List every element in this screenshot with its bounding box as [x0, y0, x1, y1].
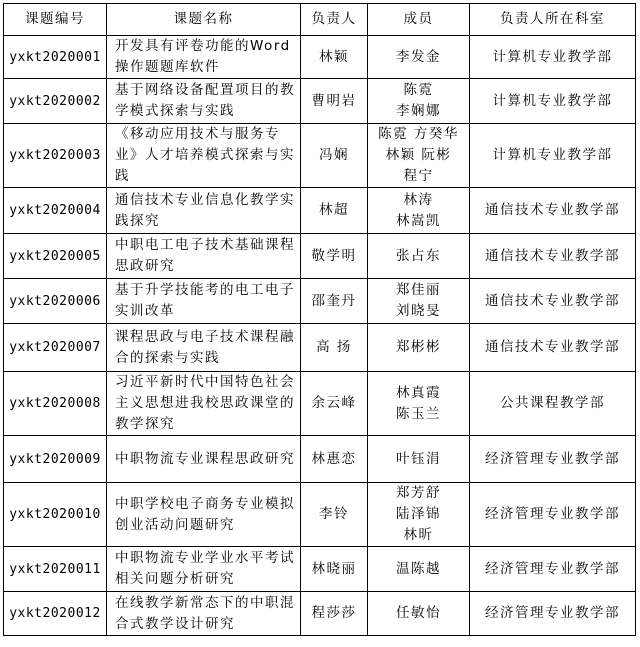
project-name-cell: 中职物流专业课程思政研究	[107, 436, 301, 483]
department-cell: 计算机专业教学部	[470, 79, 636, 124]
table-row	[4, 592, 636, 636]
department-cell: 公共课程教学部	[470, 372, 636, 436]
project-id-cell: yxkt2020010	[4, 483, 107, 547]
department-cell: 通信技术专业教学部	[470, 188, 636, 234]
members-cell	[368, 436, 470, 483]
header-members: 成员	[368, 4, 470, 36]
member-name: 叶钰涓	[396, 450, 441, 467]
member-name: 林颖 阮彬	[385, 147, 452, 163]
table-row	[4, 36, 636, 79]
members-cell	[368, 36, 470, 79]
leader-cell: 余云峰	[301, 372, 368, 436]
members-cell	[368, 483, 470, 547]
member-name: 陆泽锦	[396, 506, 441, 522]
member-name: 张占东	[396, 247, 441, 264]
project-name-cell: 中职学校电子商务专业模拟创业活动问题研究	[107, 483, 301, 547]
leader-cell: 曹明岩	[301, 79, 368, 124]
project-name-cell: 中职电工电子技术基础课程思政研究	[107, 234, 301, 279]
member-name: 林昕	[403, 527, 434, 543]
table-row	[4, 188, 636, 234]
leader-cell: 高 扬	[301, 324, 368, 372]
table-row	[4, 372, 636, 436]
project-id-cell: yxkt2020002	[4, 79, 107, 124]
department-cell: 通信技术专业教学部	[470, 279, 636, 324]
table-row	[4, 547, 636, 592]
member-name: 陈玉兰	[396, 405, 441, 422]
member-name: 任敏怡	[396, 605, 441, 621]
leader-cell: 邵奎丹	[301, 279, 368, 324]
project-id-cell: yxkt2020007	[4, 324, 107, 372]
table-row	[4, 324, 636, 372]
members-cell	[368, 372, 470, 436]
members-cell	[368, 592, 470, 636]
member-name: 林涛	[403, 191, 434, 208]
department-cell: 经济管理专业教学部	[470, 592, 636, 636]
member-name: 林嵩凯	[396, 212, 441, 229]
project-id-cell: yxkt2020005	[4, 234, 107, 279]
members-cell	[368, 234, 470, 279]
member-name: 郑佳丽	[396, 282, 441, 298]
department-cell: 经济管理专业教学部	[470, 483, 636, 547]
project-name-cell: 中职物流专业学业水平考试相关问题分析研究	[107, 547, 301, 592]
members-cell	[368, 324, 470, 372]
members-cell	[368, 79, 470, 124]
department-cell: 通信技术专业教学部	[470, 324, 636, 372]
member-name: 陈霓	[403, 82, 434, 98]
table-row	[4, 483, 636, 547]
project-id-cell: yxkt2020011	[4, 547, 107, 592]
table-body	[4, 36, 636, 636]
leader-cell: 李铃	[301, 483, 368, 547]
member-name: 刘晓旻	[396, 303, 441, 319]
header-department: 负责人所在科室	[470, 4, 636, 36]
project-name-cell: 基于升学技能考的电工电子实训改革	[107, 279, 301, 324]
project-name-cell: 习近平新时代中国特色社会主义思想进我校思政课堂的教学探究	[107, 372, 301, 436]
department-cell: 通信技术专业教学部	[470, 234, 636, 279]
member-name: 郑芳舒	[396, 485, 441, 501]
table-row	[4, 234, 636, 279]
header-project-name: 课题名称	[107, 4, 301, 36]
project-id-cell: yxkt2020008	[4, 372, 107, 436]
leader-cell: 林晓丽	[301, 547, 368, 592]
leader-cell: 冯娴	[301, 124, 368, 188]
department-cell: 计算机专业教学部	[470, 124, 636, 188]
leader-cell: 程莎莎	[301, 592, 368, 636]
member-name: 李娴娜	[396, 103, 441, 119]
member-name: 温陈越	[396, 560, 441, 577]
project-id-cell: yxkt2020006	[4, 279, 107, 324]
project-name-cell: 基于网络设备配置项目的教学模式探索与实践	[107, 79, 301, 124]
table-row	[4, 279, 636, 324]
department-cell: 经济管理专业教学部	[470, 547, 636, 592]
table-row	[4, 124, 636, 188]
department-cell: 经济管理专业教学部	[470, 436, 636, 483]
member-name: 程宁	[403, 168, 434, 184]
members-cell	[368, 124, 470, 188]
project-id-cell: yxkt2020009	[4, 436, 107, 483]
leader-cell: 林颖	[301, 36, 368, 79]
member-name: 林真霞	[396, 384, 441, 401]
project-id-cell: yxkt2020012	[4, 592, 107, 636]
members-cell	[368, 188, 470, 234]
leader-cell: 敬学明	[301, 234, 368, 279]
project-id-cell: yxkt2020004	[4, 188, 107, 234]
table-row	[4, 436, 636, 483]
project-name-cell: 《移动应用技术与服务专业》人才培养模式探索与实践	[107, 124, 301, 188]
leader-cell: 林超	[301, 188, 368, 234]
project-name-cell: 通信技术专业信息化教学实践探究	[107, 188, 301, 234]
header-leader: 负责人	[301, 4, 368, 36]
leader-cell: 林惠恋	[301, 436, 368, 483]
project-id-cell: yxkt2020003	[4, 124, 107, 188]
member-name: 陈霓 方癸华	[378, 126, 459, 142]
project-name-cell: 开发具有评卷功能的Word操作题题库软件	[107, 36, 301, 79]
department-cell: 计算机专业教学部	[470, 36, 636, 79]
table-row	[4, 79, 636, 124]
header-row	[4, 4, 636, 36]
project-name-cell: 在线教学新常态下的中职混合式教学设计研究	[107, 592, 301, 636]
member-name: 郑彬彬	[396, 339, 441, 355]
projects-table	[3, 3, 636, 636]
member-name: 李发金	[396, 48, 441, 65]
project-id-cell: yxkt2020001	[4, 36, 107, 79]
header-project-id: 课题编号	[4, 4, 107, 36]
members-cell	[368, 279, 470, 324]
project-name-cell: 课程思政与电子技术课程融合的探索与实践	[107, 324, 301, 372]
members-cell	[368, 547, 470, 592]
